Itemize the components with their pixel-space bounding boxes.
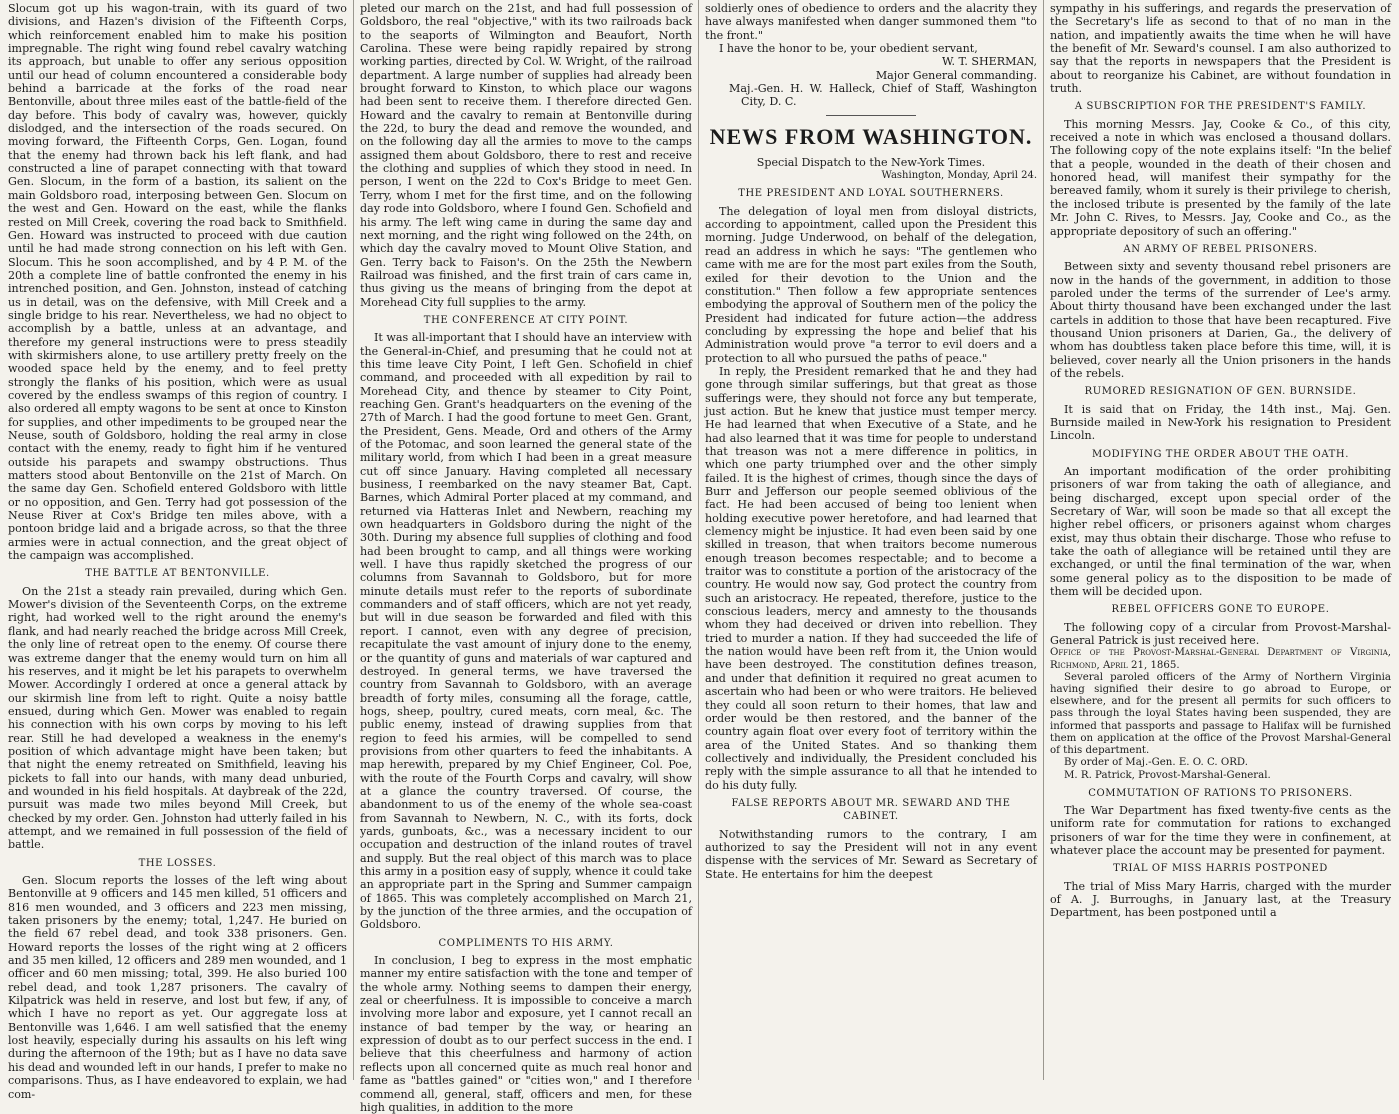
paragraph: The delegation of loyal men from disloyal districts, according to appointment, called upon the President this morning. Judge Underwood, on behalf of the delegation, read an address in which he says: "The gentlemen who came with me are for the most part exiles from the South, exiled for their devotion to the Union and the constitution." Then follow a few appropriate sentences embodying the approval of Southern men of the policy the President had indicated for future action—the address concluding by expressing the hope and belief that his Administration would prove "a terror to evil doers and a protection to all who pursued the paths of peace." xyxy=(705,204,1037,365)
signature-line: M. R. Patrick, Provost-Marshal-General. xyxy=(1064,769,1271,781)
paragraph: It is said that on Friday, the 14th inst., Maj. Gen. Burnside mailed in New-York his resignation to President Lincoln. xyxy=(1050,402,1391,443)
section-heading: COMMUTATION OF RATIONS TO PRISONERS. xyxy=(1088,787,1353,799)
paragraph: An important modification of the order prohibiting prisoners of war from taking the oath of allegiance, and being discharged, except upon special order of the Secretary of War, will soon be made so that all except the higher rebel officers, or prisoners against whom charges exist, may thus obtain their discharge. Those who refuse to take the oath of allegiance will be retained until they are exchanged, or until the final termination of the war, when some general policy as to the disposition to be made of them will be decided upon. xyxy=(1050,465,1391,599)
column-3 xyxy=(698,0,1043,1080)
paragraph: The War Department has fixed twenty-five cents as the uniform rate for commutation for rations to exchanged prisoners of war for the time they were in confinement, at whatever place the account may be presented for payment. xyxy=(1050,804,1391,858)
column-4 xyxy=(1043,0,1397,1080)
paragraph: In reply, the President remarked that he and they had gone through similar sufferings, but that great as those sufferings were, they should not force any but temperate, just action. But he knew that justice must temper mercy. He had learned that when Executive of a State, and he had also learned that it was time for people to understand that treason was not a mere difference in politics, in which one party triumphed over and the other simply failed. It is the highest of crimes, though since the days of Burr and Jefferson our people seemed oblivious of the fact. He had been accused of being too lenient when holding executive power heretofore, and had learned that clemency might be injustice. It had even been said by one skilled in treason, that when traitors become numerous enough treason becomes respectable; and to become a traitor was to constitute a portion of the aristocracy of the country. He would now say, God protect the country from such an aristocracy. He repeated, therefore, justice to the conscious leaders, mercy and amnesty to the thousands whom they had deceived or driven into rebellion. They tried to murder a nation. If they had succeeded the life of the nation would have been reft from it, the Union would have been destroyed. The constitution defines treason, and under that definition it required no great acumen to ascertain who had been or who were traitors. He believed they could all soon return to their homes, that law and order would be then restored, and the banner of the country again float over every foot of territory within the area of the United States. And so thanking them collectively and individually, the President concluded his reply with the simple assurance to all that he intended to do his duty fully. xyxy=(705,364,1037,792)
headline: NEWS FROM WASHINGTON. xyxy=(709,123,1033,149)
addressee: Maj.-Gen. H. W. Halleck, Chief of Staff, Washington City, D. C. xyxy=(729,82,1037,109)
signature-name: W. T. SHERMAN, xyxy=(942,55,1037,69)
section-heading: TRIAL OF MISS HARRIS POSTPONED xyxy=(1113,863,1328,875)
signature-title: Major General commanding. xyxy=(875,68,1037,82)
closing-line: I have the honor to be, your obedient servant, xyxy=(719,42,978,56)
section-heading: MODIFYING THE ORDER ABOUT THE OATH. xyxy=(1092,448,1349,460)
office-line: Office of the Provost-Marshal-General Department of Virginia, Richmond, April 21, 1865. xyxy=(1050,647,1391,671)
paragraph: Notwithstanding rumors to the contrary, I am authorized to say the President will not in any event dispense with the services of Mr. Seward as Secretary of State. He entertains for him the deepest xyxy=(705,827,1037,881)
section-heading: FALSE REPORTS ABOUT MR. SEWARD AND THE CABINET. xyxy=(731,797,1011,823)
paragraph: It was all-important that I should have an interview with the General-in-Chief, and presuming that he could not at this time leave City Point, I left Gen. Schofield in chief command, and proceeded with all expedition by rail to Morehead City, and thence by steamer to City Point, reaching Gen. Grant's headquarters on the evening of the 27th of March. I had the good fortune to meet Gen. Grant, the President, Gens. Meade, Ord and others of the Army of the Potomac, and soon learned the general state of the military world, from which I had been in a great measure cut off since January. Having completed all necessary business, I reembarked on the navy steamer Bat, Capt. Barnes, which Admiral Porter placed at my command, and returned via Hatteras Inlet and Newbern, reaching my own headquarters in Goldsboro during the night of the 30th. During my absence full supplies of clothing and food had been brought to camp, and all things were working well. I have thus rapidly sketched the progress of our columns from Savannah to Goldsboro, but for more minute details must refer to the reports of subordinate commanders and of staff officers, which are not yet ready, but will in due season be forwarded and filed with this report. I cannot, even with any degree of precision, recapitulate the vast amount of injury done to the enemy, or the quantity of guns and materials of war captured and destroyed. In general terms, we have traversed the country from Savannah to Goldsboro, with an average breadth of forty miles, consuming all the forage, cattle, hogs, sheep, poultry, cured meats, corn meal, &c. The public enemy, instead of drawing supplies from that region to feed his armies, will be compelled to send provisions from other quarters to feed the inhabitants. A map herewith, prepared by my Chief Engineer, Col. Poe, with the route of the Fourth Corps and cavalry, will show at a glance the country traversed. Of course, the abandonment to us of the enemy of the whole sea-coast from Savannah to Newbern, N. C., with its forts, dock yards, gunboats, &c., was a necessary incident to our occupation and destruction of the inland routes of travel and supply. But the real object of this march was to place this army in a position easy of supply, whence it could take an appropriate part in the Spring and Summer campaign of 1865. This was completely accomplished on March 21, by the junction of the three armies, and the occupation of Goldsboro. xyxy=(360,331,692,932)
paragraph: Between sixty and seventy thousand rebel prisoners are now in the hands of the government, in addition to those paroled under the terms of the surrender of Lee's army. About thirty thousand have been exchanged under the last cartels in addition to those that have been recaptured. Five thousand Union prisoners at Darien, Ga., the delivery of whom has doubtless taken place before this time, will, it is believed, cover nearly all the Union prisoners in the hands of the rebels. xyxy=(1050,260,1391,380)
paragraph: Slocum got up his wagon-train, with its guard of two divisions, and Hazen's division of the Fifteenth Corps, which reinforcement enabled him to make his position impregnable. The right wing found rebel cavalry watching its approach, but unable to offer any serious opposition until our head of column encountered a considerable body behind a barricade at the forks of the road near Bentonville, about three miles east of the battle-field of the day before. This body of cavalry was, however, quickly dislodged, and the intersection of the roads secured. On moving forward, the Fifteenth Corps, Gen. Logan, found that the enemy had thrown back his left flank, and had constructed a line of parapet connecting with that toward Gen. Slocum, in the form of a bastion, its salient on the main Goldsboro road, interposing between Gen. Slocum on the west and Gen. Howard on the east, while the flanks rested on Mill Creek, covering the road back to Smithfield. Gen. Howard was instructed to proceed with due caution until he had made strong connection on his left with Gen. Slocum. This he soon accomplished, and by 4 P. M. of the 20th a complete line of battle confronted the enemy in his intrenched position, and Gen. Johnston, instead of catching us in detail, was on the defensive, with Mill Creek and a single bridge to his rear. Nevertheless, we had no object to accomplish by a battle, unless at an advantage, and therefore my general instructions were to press steadily with skirmishers alone, to use artillery pretty freely on the wooded space held by the enemy, and to feel pretty strongly the flanks of his position, which were as usual covered by the endless swamps of this region of country. I also ordered all empty wagons to be sent at once to Kinston for supplies, and other impediments to be grouped near the Neuse, south of Goldsboro, holding the real army in close contact with the enemy, ready to fight him if he ventured outside his parapets and swampy obstructions. Thus matters stood about Bentonville on the 21st of March. On the same day Gen. Schofield entered Goldsboro with little or no opposition, and Gen. Terry had got possession of the Neuse River at Cox's Bridge ten miles above, with a pontoon bridge laid and a brigade across, so that the three armies were in actual connection, and the great object of the campaign was accomplished. xyxy=(8,2,347,563)
dispatch-line: Special Dispatch to the New-York Times. xyxy=(756,155,986,169)
section-heading: A SUBSCRIPTION FOR THE PRESIDENT'S FAMILY. xyxy=(1074,101,1367,113)
section-heading: REBEL OFFICERS GONE TO EUROPE. xyxy=(1111,604,1330,616)
paragraph: On the 21st a steady rain prevailed, during which Gen. Mower's division of the Seventeenth Corps, on the extreme right, had worked well to the right around the enemy's flank, and had nearly reached the bridge across Mill Creek, the only line of retreat open to the enemy. Of course there was extreme danger that the enemy would turn on him all his reserves, and it might be let his parapets to overwhelm Mower. Accordingly I ordered at once a general attack by our skirmish line from left to right. Quite a noisy battle ensued, during which Gen. Mower was enabled to regain his connection with his own corps by moving to his left rear. Still he had developed a weakness in the enemy's position of which advantage might have been taken; but that night the enemy retreated on Smithfield, leaving his pickets to fall into our hands, with many dead unburied, and wounded in his field hospitals. At daybreak of the 22d, pursuit was made two miles beyond Mill Creek, but checked by my order. Gen. Johnston had utterly failed in his attempt, and we remained in full possession of the field of battle. xyxy=(8,584,347,852)
circular-text: Several paroled officers of the Army of Northern Virginia having signified their desire to go abroad to Europe, or elsewhere, and for the present all permits for such officers to pass through the loyal States having been suspended, they are informed that passports and passage to Halifax will be furnished them on application at the office of the Provost Marshal-General of this department. xyxy=(1050,671,1391,757)
paragraph: soldierly ones of obedience to orders and the alacrity they have always manifested when danger summoned them "to the front." xyxy=(705,2,1037,42)
section-heading: THE BATTLE AT BENTONVILLE. xyxy=(85,568,270,580)
section-heading: THE PRESIDENT AND LOYAL SOUTHERNERS. xyxy=(738,188,1004,200)
dateline: Washington, Monday, April 24. xyxy=(881,170,1037,182)
paragraph: This morning Messrs. Jay, Cooke & Co., of this city, received a note in which was enclosed a thousand dollars. The following copy of the note explains itself: "In the belief that a people, wounded in the death of their chosen and honored head, will manifest their sympathy for the bereaved family, whom it surely is their privilege to cherish, the inclosed tribute is presented by the family of the late Mr. John C. Rives, to Messrs. Jay, Cooke and Co., as the appropriate depository of such an offering." xyxy=(1050,117,1391,238)
column-1 xyxy=(2,0,353,1101)
divider xyxy=(826,115,916,116)
paragraph: Gen. Slocum reports the losses of the left wing about Bentonville at 9 officers and 145 men killed, 51 officers and 816 men wounded, and 3 officers and 223 men missing, taken prisoners by the enemy; total, 1,247. He buried on the field 67 rebel dead, and took 338 prisoners. Gen. Howard reports the losses of the right wing at 2 officers and 35 men killed, 12 officers and 289 men wounded, and 1 officer and 60 men missing; total, 399. He also buried 100 rebel dead, and took 1,287 prisoners. The cavalry of Kilpatrick was held in reserve, and lost but few, if any, of which I have no report as yet. Our aggregate loss at Bentonville was 1,646. I am well satisfied that the enemy lost heavily, especially during his assaults on his left wing during the afternoon of the 19th; but as I have no data save his dead and wounded left in our hands, I prefer to make no comparisons. Thus, as I have endeavored to explain, we had com- xyxy=(8,874,347,1101)
paragraph: The following copy of a circular from Provost-Marshal-General Patrick is just received here. xyxy=(1050,620,1391,648)
section-heading: RUMORED RESIGNATION OF GEN. BURNSIDE. xyxy=(1084,386,1357,398)
order-line: By order of Maj.-Gen. E. O. C. ORD. xyxy=(1064,757,1248,769)
paragraph: In conclusion, I beg to express in the most emphatic manner my entire satisfaction with the tone and temper of the whole army. Nothing seems to dampen their energy, zeal or cheerfulness. It is impossible to conceive a march involving more labor and exposure, yet I cannot recall an instance of bad temper by the way, or hearing an expression of doubt as to our perfect success in the end. I believe that this cheerfulness and harmony of action reflects upon all concerned quite as much real honor and fame as "battles gained" or "cities won," and I therefore commend all, general, staff, officers and men, for these high qualities, in addition to the more xyxy=(360,954,692,1114)
section-heading: THE CONFERENCE AT CITY POINT. xyxy=(423,314,629,326)
paragraph: The trial of Miss Mary Harris, charged with the murder of A. J. Burroughs, in January last, at the Treasury Department, has been postponed until a xyxy=(1050,879,1391,920)
section-heading: COMPLIMENTS TO HIS ARMY. xyxy=(438,937,614,949)
column-2 xyxy=(353,0,698,1114)
section-heading: AN ARMY OF REBEL PRISONERS. xyxy=(1123,243,1318,255)
paragraph: pleted our march on the 21st, and had full possession of Goldsboro, the real "objective," with its two railroads back to the seaports of Wilmington and Beaufort, North Carolina. These were being rapidly repaired by strong working parties, directed by Col. W. Wright, of the railroad department. A large number of supplies had already been brought forward to Kinston, to which place our wagons had been sent to receive them. I therefore directed Gen. Howard and the cavalry to remain at Bentonville during the 22d, to bury the dead and remove the wounded, and on the following day all the armies to move to the camps assigned them about Goldsboro, there to rest and receive the clothing and supplies of which they stood in need. In person, I went on the 22d to Cox's Bridge to meet Gen. Terry, whom I met for the first time, and on the following day rode into Goldsboro, where I found Gen. Schofield and his army. The left wing came in during the same day and next morning, and the right wing followed on the 24th, on which day the cavalry moved to Mount Olive Station, and Gen. Terry back to Faison's. On the 25th the Newbern Railroad was finished, and the first train of cars came in, thus giving us the means of bringing from the depot at Morehead City full supplies to the army. xyxy=(360,2,692,309)
paragraph: sympathy in his sufferings, and regards the preservation of the Secretary's life as second to that of no man in the nation, and impatiently awaits the time when he will have the benefit of Mr. Seward's counsel. I am also authorized to say that the reports in newspapers that the President is about to reorganize his Cabinet, are without foundation in truth. xyxy=(1050,2,1391,96)
section-heading: THE LOSSES. xyxy=(138,857,217,869)
